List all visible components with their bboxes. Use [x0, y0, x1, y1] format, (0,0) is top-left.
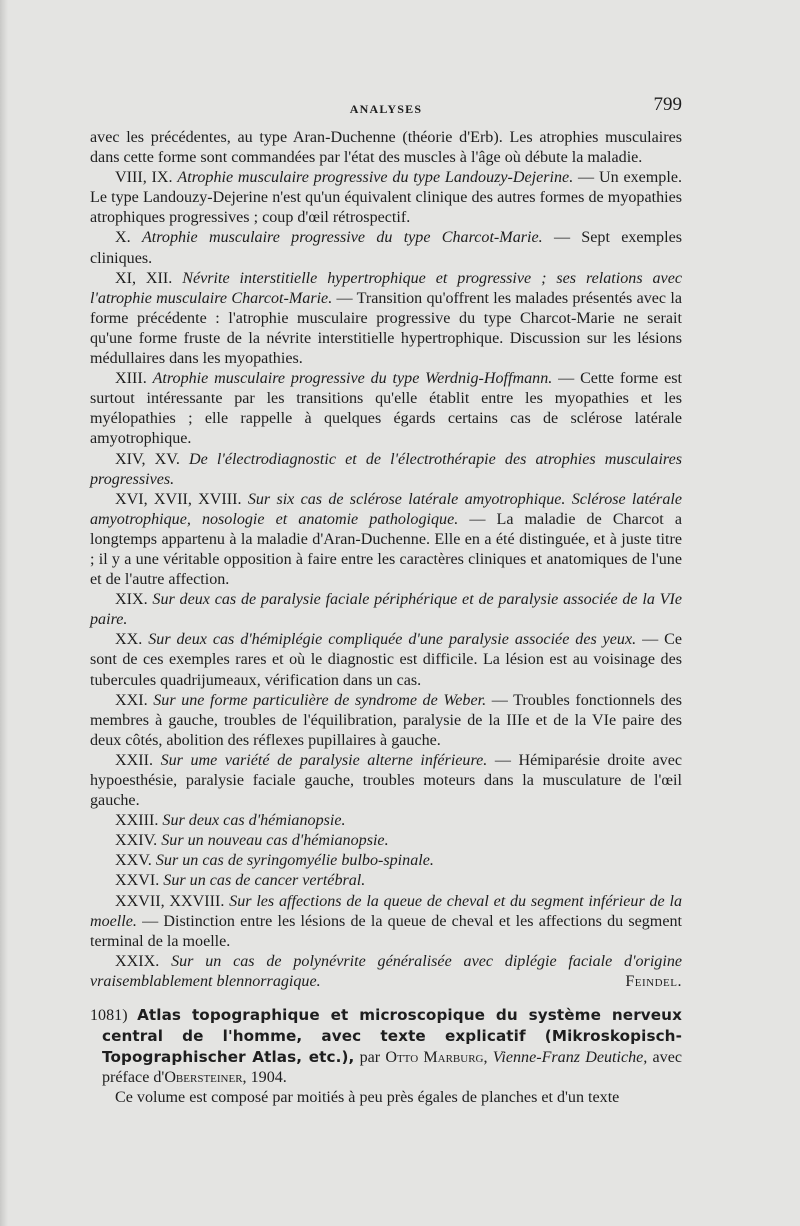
page-edge	[0, 0, 8, 1226]
entry-title: De l'électrodiagnostic et de l'électrothérapie des atrophies musculaires progressives.	[90, 450, 682, 488]
entry-title: Sur un nouveau cas d'hémianopsie.	[161, 832, 389, 850]
entry-number: VIII, IX.	[115, 169, 173, 187]
entry-title: Atrophie musculaire progressive du type Landouzy-Dejerine.	[177, 169, 574, 187]
entry-text: — Hémiparésie droite avec hypoesthésie, paralysie faciale gauche, troubles moteurs dans la musculature de l'œil gauche.	[90, 751, 682, 810]
entry-item	[90, 751, 682, 811]
abstract-text: Ce volume est composé par moitiés à peu près égales de planches et d'un texte	[115, 1089, 620, 1107]
page-number: 799	[653, 94, 682, 115]
entry-number: XIV, XV.	[115, 450, 180, 468]
running-head: ANALYSES	[349, 102, 423, 116]
entry-title: Atrophie musculaire progressive du type Werdnig-Hoffmann.	[152, 370, 553, 388]
entry-title: Sur les affections de la queue de cheval et du segment inférieur de la moelle.	[90, 892, 682, 930]
entry-item	[90, 630, 682, 690]
entry-number: XXII.	[115, 751, 153, 769]
entry-text: — Distinction entre les lésions de la queue de cheval et les affections du segment terminal de la moelle.	[90, 912, 682, 950]
entry-title: Sur deux cas d'hémianopsie.	[162, 812, 346, 830]
entry-title: Sur un cas de polynévrite généralisée avec diplégie faciale d'origine vraisemblablement blennorragique.	[90, 952, 683, 990]
entry-item	[90, 450, 682, 490]
abstract-publisher: Vienne-Franz Deutiche,	[492, 1049, 648, 1067]
abstract-by: par	[359, 1049, 381, 1067]
entry-number: X.	[115, 229, 131, 247]
abstract-1081	[90, 1005, 682, 1108]
abstract-preface-prefix: avec préface d'	[102, 1049, 683, 1087]
signature: Feindel.	[625, 972, 682, 990]
abstract-author: Otto Marburg,	[385, 1049, 488, 1067]
entry-title: Sur un cas de syringomyélie bulbo-spinale.	[155, 852, 434, 870]
entry-title: Sur six cas de sclérose latérale amyotrophique. Sclérose latérale amyotrophique, nosologie et anatomie pathologique.	[90, 490, 682, 528]
entry-number: XXIX.	[115, 952, 160, 970]
abstract-heading	[90, 1005, 682, 1088]
entries-list	[90, 168, 682, 992]
entry-item	[90, 831, 682, 851]
intro-paragraph: avec les précédentes, au type Aran-Duchenne (théorie d'Erb). Les atrophies musculaires dans cette forme sont commandées par l'état des muscles à l'âge où débute la maladie.	[90, 129, 682, 167]
entry-title: Sur une forme particulière de syndrome de Weber.	[153, 691, 487, 709]
article-body	[90, 128, 682, 1109]
entry-text: — Sept exemples cliniques.	[90, 229, 682, 267]
entry-title: Atrophie musculaire progressive du type Charcot-Marie.	[141, 229, 543, 247]
entry-item	[90, 269, 682, 369]
bleed-through-text	[190, 1118, 670, 1138]
abstract-preface-name: Obersteiner,	[164, 1069, 247, 1087]
entry-item	[90, 871, 682, 891]
entry-text: — Cette forme est surtout intéressante par les transitions qu'elle établit entre les myopathies et les myélopathies ; elle rappelle à quelques égards certains cas de sclérose latérale amyotrophique.	[90, 370, 683, 448]
entry-title: Névrite interstitielle hypertrophique et progressive ; ses relations avec l'atrophie musculaire Charcot-Marie.	[90, 269, 682, 307]
entry-title: Sur deux cas de paralysie faciale périphérique et de paralysie associée de la VIe paire.	[90, 591, 682, 629]
entry-text: — Ce sont de ces exemples rares et où le diagnostic est difficile. La lésion est au voisinage des tubercules quadrijumeaux, vérification dans un cas.	[90, 631, 682, 689]
entry-item	[90, 851, 682, 871]
entry-text: — Un exemple. Le type Landouzy-Dejerine n'est qu'un équivalent clinique des autres formes de myopathies atrophiques progressives ; coup d'œil rétrospectif.	[90, 169, 682, 227]
entry-item	[90, 892, 682, 952]
entry-title: Sur ume variété de paralysie alterne inférieure.	[160, 751, 488, 769]
entry-item	[90, 490, 682, 590]
entry-item	[90, 952, 682, 992]
entry-number: XXVII, XXVIII.	[115, 892, 225, 910]
entry-number: XX.	[115, 631, 143, 649]
entry-number: XIX.	[115, 591, 148, 609]
abstract-title: Atlas topographique et microscopique du système nerveux central de l'homme, avec texte explicatif (Mikroskopisch-Topographischer Atlas, etc.),	[102, 1006, 682, 1067]
entry-item	[90, 168, 682, 228]
entry-number: XXV.	[115, 852, 152, 870]
entry-number: XXIV.	[115, 832, 158, 850]
entry-number: XXVI.	[115, 872, 160, 890]
entry-number: XXIII.	[115, 812, 159, 830]
entry-text: — La maladie de Charcot a longtemps appartenu à la maladie d'Aran-Duchenne. Elle en a été distinguée, et à juste titre ; il y a une véritable opposition à faire entre les caractères cliniques et anatomiques de l'une et de l'autre affection.	[90, 510, 682, 589]
abstract-year: 1904.	[250, 1069, 287, 1087]
entry-text: — Troubles fonctionnels des membres à gauche, troubles de l'équilibration, paralysie de la IIIe et de la VIe paire des deux côtés, abolition des réflexes pupillaires à gauche.	[90, 691, 682, 749]
entry-title: Sur un cas de cancer vertébral.	[163, 872, 366, 890]
entry-number: XXI.	[115, 691, 148, 709]
entry-item	[90, 369, 682, 449]
entry-number: XIII.	[115, 370, 147, 388]
entry-title: Sur deux cas d'hémiplégie compliquée d'une paralysie associée des yeux.	[148, 631, 637, 649]
entry-item	[90, 228, 682, 268]
entry-number: XVI, XVII, XVIII.	[115, 490, 242, 508]
abstract-number: 1081)	[90, 1007, 128, 1025]
entry-item	[90, 811, 682, 831]
entry-item	[90, 691, 682, 751]
header	[90, 94, 682, 118]
entry-text: — Transition qu'offrent les malades présentés avec la forme précédente : l'atrophie musculaire progressive du type Charcot-Marie ne serait qu'une forme fruste de la névrite interstitielle hypertrophique. Discussion sur les lésions médullaires dans les myopathies.	[90, 289, 682, 368]
entry-number: XI, XII.	[115, 269, 173, 287]
entry-item	[90, 590, 682, 630]
